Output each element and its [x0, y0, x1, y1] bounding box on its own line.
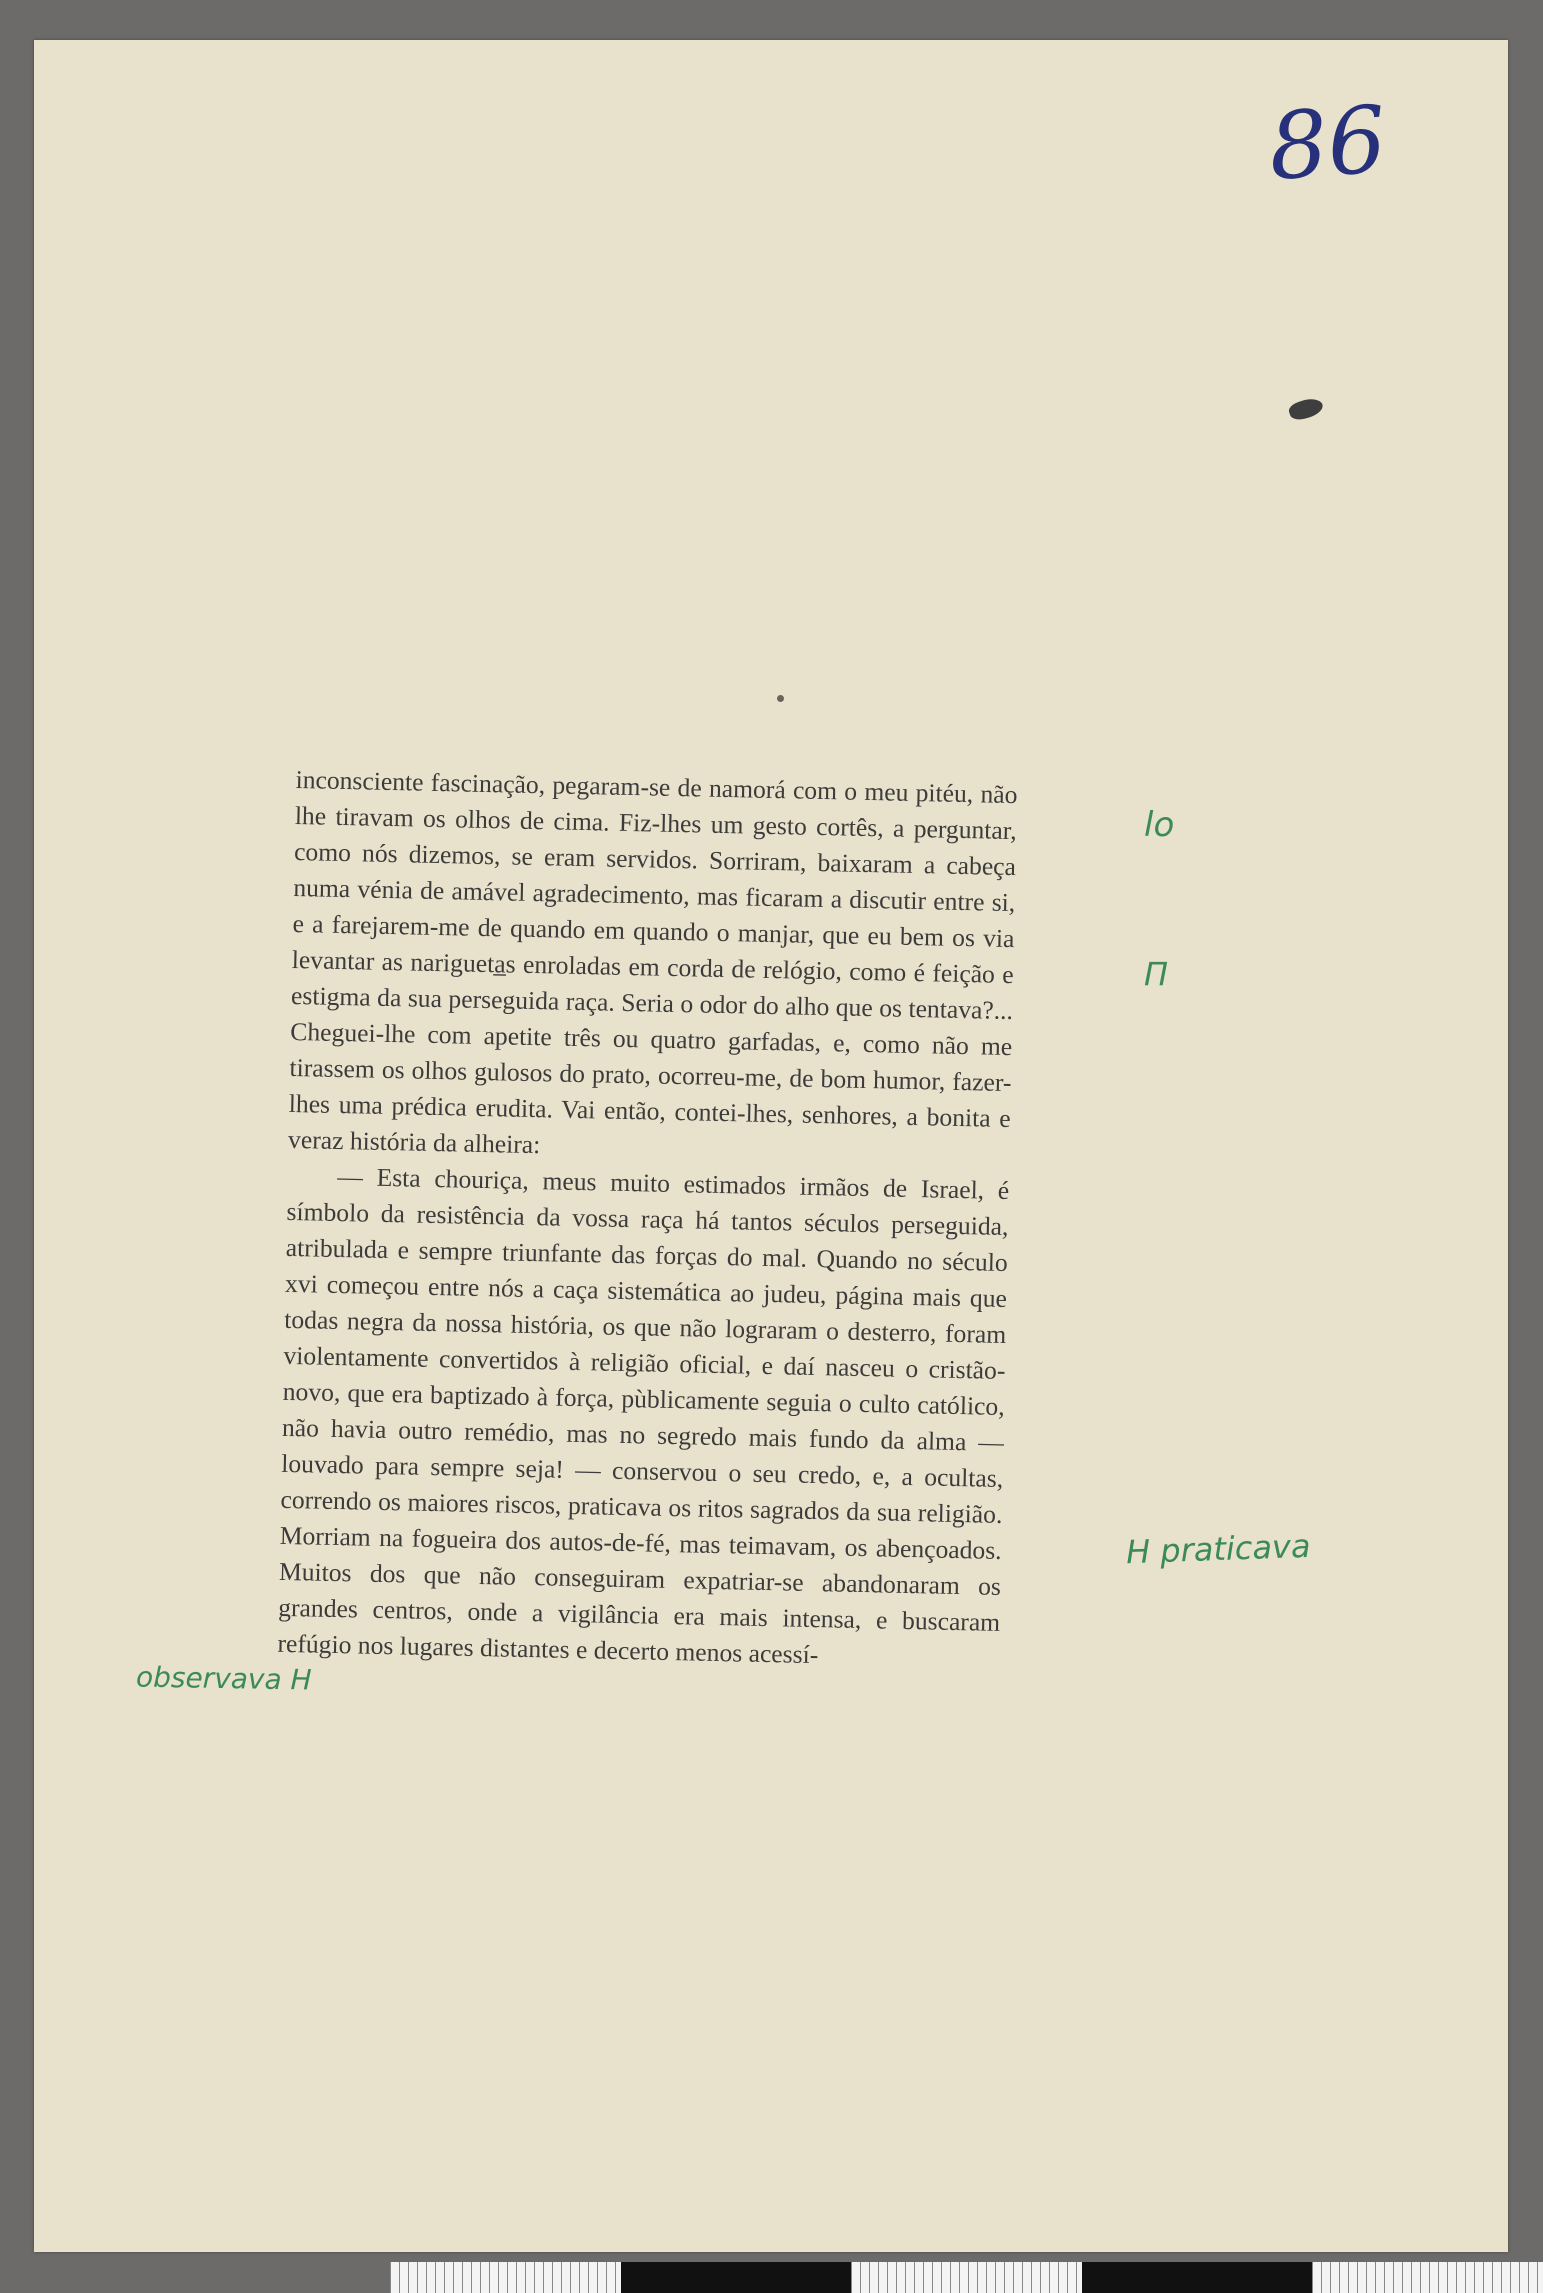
margin-note-3: H praticava — [1125, 1526, 1312, 1572]
paragraph-2: — Esta chouriça, meus muito estimados irmãos de Israel, é símbolo da resistência da vossa raça há tantos séculos perseguida, atribulada e sempre triunfante das forças do mal. Quando no século xvi começou entre nós a caça sistemática ao judeu, página mais que todas negra da nossa história, os que não lograram o desterro, foram violentamente convertidos à religião oficial, e daí nasceu o cristão-novo, que era baptizado à força, pùblicamente seguia o culto católico, não havia outro remédio, mas no segredo mais fundo da alma — louvado para sempre seja! — conservou o seu credo, e, a ocultas, correndo os maiores riscos, praticava os ritos sagrados da sua religião. Morriam na fogueira dos autos-de-fé, mas teimavam, os abençoados. Muitos dos que não conseguiram expatriar-se abandonaram os grandes centros, onde a vigilância era mais intensa, e buscaram refúgio nos lugares distantes e decerto menos acessí- — [277, 1161, 1010, 1670]
ruler-segment — [851, 2262, 1082, 2293]
margin-note-4: observava H — [135, 1660, 312, 1697]
margin-note-1: lo — [1144, 805, 1175, 845]
ruler-segment — [1082, 2262, 1313, 2293]
paper-mark — [777, 695, 784, 702]
ruler-segment — [1312, 2262, 1543, 2293]
document-page — [34, 40, 1508, 2252]
body-text — [277, 762, 1018, 1677]
page-number: 86 — [1265, 86, 1390, 201]
ink-spot — [1287, 395, 1325, 423]
ruler-segment — [621, 2262, 852, 2293]
scale-ruler — [390, 2262, 1543, 2293]
paragraph-1: inconsciente fascinação, pegaram-se de namorá com o meu pitéu, não lhe tiravam os olhos de cima. Fiz-lhes um gesto cortês, a perguntar, como nós dizemos, se eram servidos. Sorriram, baixaram a cabeça numa vénia de amável agradecimento, mas ficaram a discutir entre si, e a farejarem-me de quando em quando o manjar, que eu bem os via levantar as narigueta̲s enroladas em corda de relógio, como é feição e estigma da sua perseguida raça. Seria o odor do alho que os tentava?... Cheguei-lhe com apetite três ou quatro garfadas, e, como não me tirassem os olhos gulosos do prato, ocorreu-me, de bom humor, fazer-lhes uma prédica erudita. Vai então, contei-lhes, senhores, a bonita e veraz história da alheira: — [287, 764, 1018, 1160]
margin-note-2: Π — [1144, 955, 1169, 993]
ruler-segment — [390, 2262, 621, 2293]
